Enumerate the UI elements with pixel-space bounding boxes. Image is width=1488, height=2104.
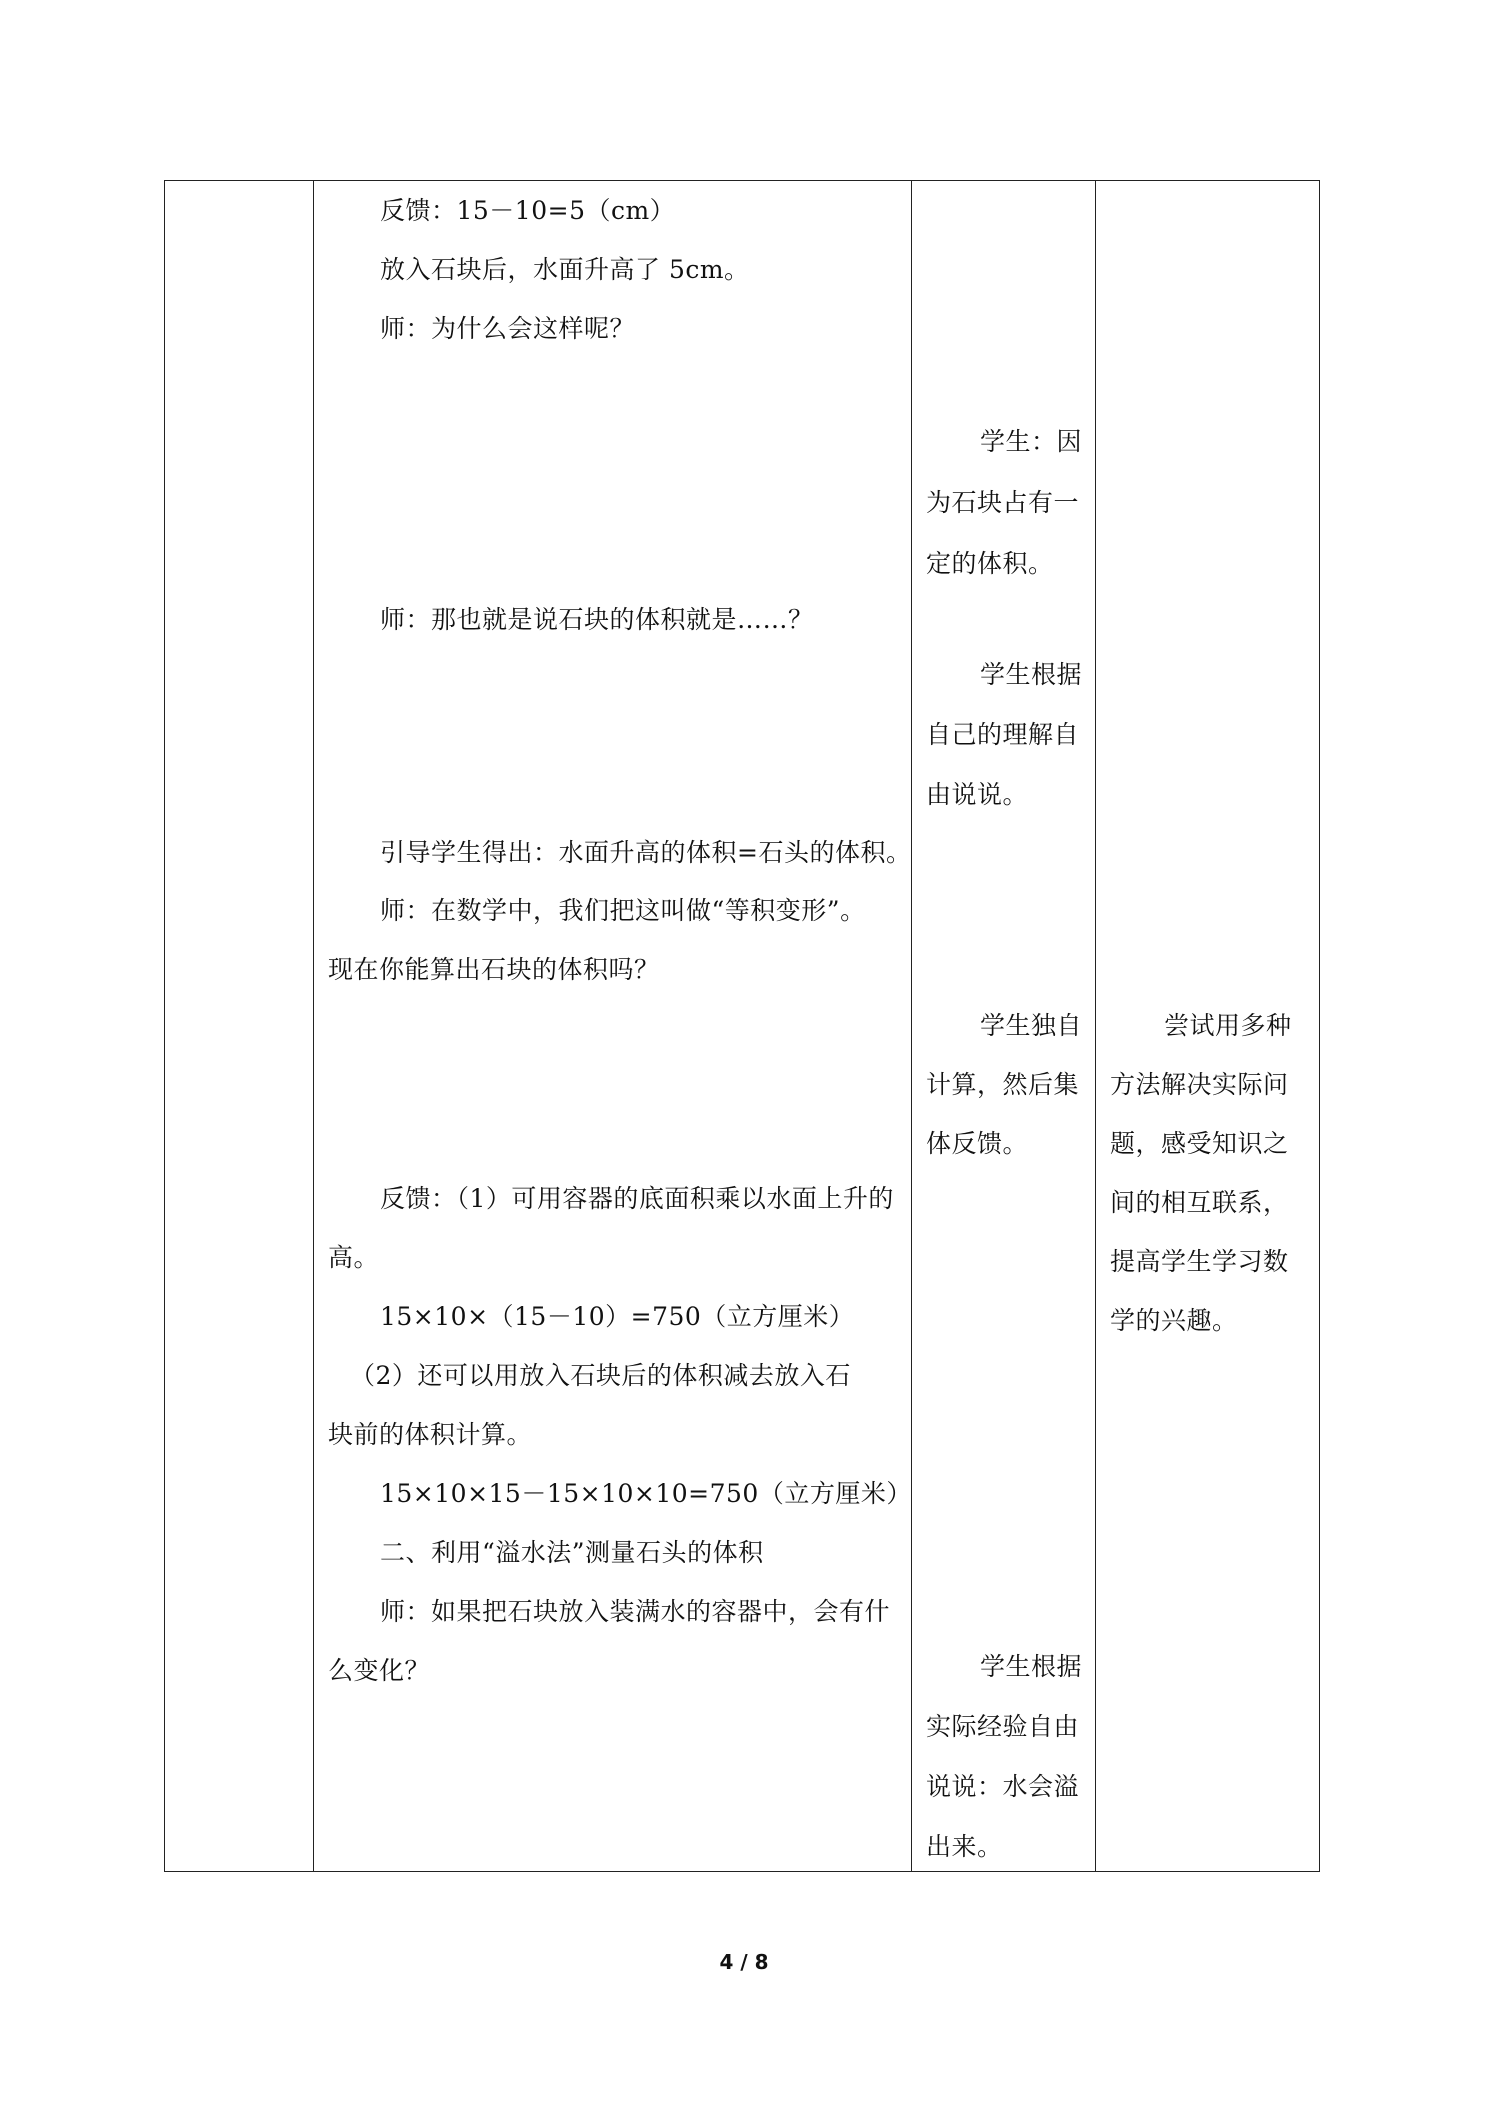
text-line: 学生根据: [980, 660, 1083, 689]
text-line: 题，感受知识之: [1110, 1129, 1289, 1158]
text-line: 师：如果把石块放入装满水的容器中，会有什: [380, 1597, 891, 1626]
text-line: 反馈：（1）可用容器的底面积乘以水面上升的: [380, 1184, 894, 1213]
page-number: 4 / 8: [719, 1950, 769, 1974]
column-divider: [313, 181, 314, 1871]
text-line: 尝试用多种: [1164, 1011, 1292, 1040]
text-line: 高。: [328, 1243, 380, 1272]
text-line: 出来。: [926, 1832, 1003, 1861]
text-line: 自己的理解自: [926, 720, 1080, 749]
text-line: 由说说。: [926, 780, 1029, 809]
text-line: 定的体积。: [926, 549, 1054, 578]
text-line: 说说：水会溢: [926, 1772, 1080, 1801]
text-line: 15×10×（15－10）=750（立方厘米）: [380, 1302, 855, 1331]
text-line: 师：在数学中，我们把这叫做“等积变形”。: [380, 896, 866, 925]
text-line: 学生独自: [980, 1011, 1083, 1040]
text-line: 放入石块后，水面升高了 5cm。: [380, 255, 750, 284]
text-line: 计算，然后集: [926, 1070, 1080, 1099]
text-line: 体反馈。: [926, 1129, 1029, 1158]
column-divider: [911, 181, 912, 1871]
text-line: 为石块占有一: [926, 488, 1080, 517]
text-line: 学生根据: [980, 1652, 1083, 1681]
text-line: （2）还可以用放入石块后的体积减去放入石: [350, 1361, 851, 1390]
text-line: 块前的体积计算。: [328, 1420, 533, 1449]
column-divider: [1095, 181, 1096, 1871]
text-line: 引导学生得出：水面升高的体积=石头的体积。: [380, 838, 912, 867]
text-line: 二、利用“溢水法”测量石头的体积: [380, 1538, 764, 1567]
text-line: 么变化？: [328, 1656, 431, 1685]
text-line: 现在你能算出石块的体积吗？: [328, 955, 660, 984]
text-line: 师：那也就是说石块的体积就是……？: [380, 605, 814, 634]
text-line: 师：为什么会这样呢？: [380, 314, 636, 343]
text-line: 学生：因: [980, 427, 1083, 456]
text-line: 方法解决实际问: [1110, 1070, 1289, 1099]
text-line: 反馈：15－10=5（cm）: [380, 196, 676, 225]
text-line: 实际经验自由: [926, 1712, 1080, 1741]
text-line: 学的兴趣。: [1110, 1306, 1238, 1335]
text-line: 提高学生学习数: [1110, 1247, 1289, 1276]
text-line: 间的相互联系，: [1110, 1188, 1289, 1217]
text-line: 15×10×15－15×10×10=750（立方厘米）: [380, 1479, 912, 1508]
